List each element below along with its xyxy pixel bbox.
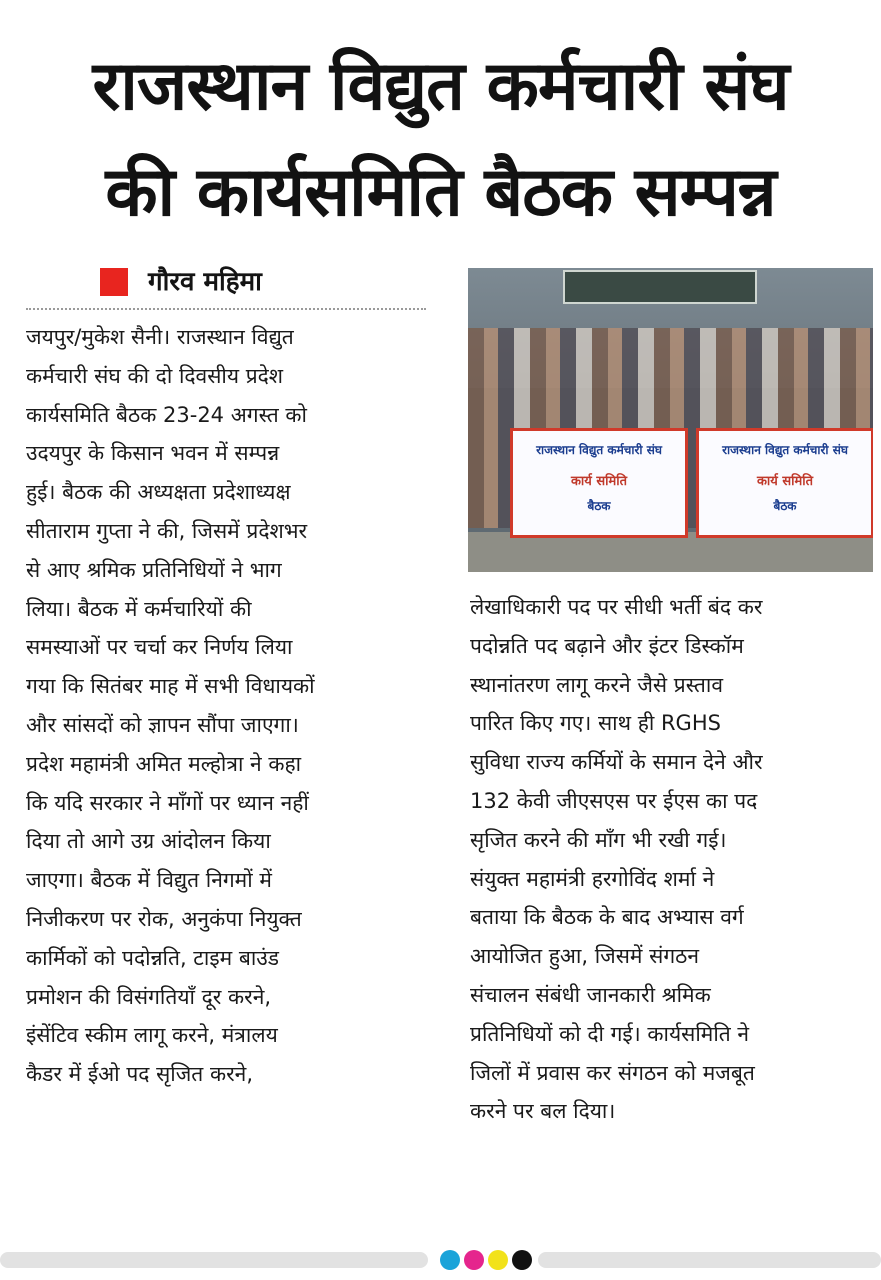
article-line: दिया तो आगे उग्र आंदोलन किया [26,829,271,854]
article-line: हुई। बैठक की अध्यक्षता प्रदेशाध्यक्ष [26,480,291,505]
article-line: जयपुर/मुकेश सैनी। राजस्थान विद्युत [26,325,294,349]
dotted-divider [26,308,426,310]
byline-name: गौरव महिमा [148,267,262,297]
article-line: उदयपुर के किसान भवन में सम्पन्न [26,441,280,466]
article-column-left [26,318,430,1094]
article-line: कर्मचारी संघ की दो दिवसीय प्रदेश [26,363,284,388]
byline [100,262,262,302]
group-photo [468,268,873,572]
article-line: जाएगा। बैठक में विद्युत निगमों में [26,868,272,893]
article-line: और सांसदों को ज्ञापन सौंपा जाएगा। [26,712,299,737]
article-line: पारित किए गए। साथ ही RGHS [470,711,721,736]
photo-building-sign [563,270,757,304]
article-line: 132 केवी जीएसएस पर ईएस का पद [470,788,758,813]
article-line: प्रमोशन की विसंगतियाँ दूर करने, [26,984,272,1009]
page-dot-magenta [464,1250,484,1270]
article-line: कि यदि सरकार ने माँगों पर ध्यान नहीं [26,790,309,815]
article-column-right [470,588,870,1131]
article-line: आयोजित हुआ, जिसमें संगठन [470,944,700,969]
article-line: लेखाधिकारी पद पर सीधी भर्ती बंद कर [470,595,763,619]
banner-title: राजस्थान विद्युत कर्मचारी संघ [722,443,848,457]
headline-line-1: राजस्थान विद्युत कर्मचारी संघ [92,47,789,126]
article-line: बताया कि बैठक के बाद अभ्यास वर्ग [470,905,744,930]
article-line: लिया। बैठक में कर्मचारियों की [26,596,252,621]
article-line: इंसेंटिव स्कीम लागू करने, मंत्रालय [26,1023,278,1048]
article-line: निजीकरण पर रोक, अनुकंपा नियुक्त [26,906,302,931]
article-line: कार्यसमिति बैठक 23-24 अगस्त को [26,402,307,427]
article-line: संचालन संबंधी जानकारी श्रमिक [470,982,711,1007]
footer-bar-right [538,1252,881,1268]
article-line: कार्मिकों को पदोन्नति, टाइम बाउंड [26,945,280,970]
page-dot-yellow [488,1250,508,1270]
article-line: पदोन्नति पद बढ़ाने और इंटर डिस्कॉम [470,633,744,658]
article-line: करने पर बल दिया। [470,1099,616,1124]
article-line: सुविधा राज्य कर्मियों के समान देने और [470,750,763,775]
banner-subtitle: कार्य समिति [570,474,628,489]
photo-banner-right [696,428,873,538]
banner-subtitle: कार्य समिति [756,474,814,489]
page-dot-cyan [440,1250,460,1270]
article-line: सृजित करने की माँग भी रखी गई। [470,827,727,852]
banner-meeting: बैठक [773,499,797,513]
article-line: सीताराम गुप्ता ने की, जिसमें प्रदेशभर [26,518,308,543]
article-line: समस्याओं पर चर्चा कर निर्णय लिया [26,635,293,660]
article-line: संयुक्त महामंत्री हरगोविंद शर्मा ने [470,866,715,891]
article-line: गया कि सितंबर माह में सभी विधायकों [26,674,315,699]
article-line: कैडर में ईओ पद सृजित करने, [26,1062,253,1087]
banner-meeting: बैठक [587,499,611,513]
photo-banner-left [510,428,688,538]
red-square-icon [100,268,128,296]
article-line: प्रतिनिधियों को दी गई। कार्यसमिति ने [470,1021,750,1046]
banner-title: राजस्थान विद्युत कर्मचारी संघ [536,443,662,457]
article-line: जिलों में प्रवास कर संगठन को मजबूत [470,1060,755,1085]
photo-ground [468,532,873,572]
article-line: से आए श्रमिक प्रतिनिधियों ने भाग [26,557,282,582]
page-dot-black [512,1250,532,1270]
footer-bar-left [0,1252,428,1268]
article-line: प्रदेश महामंत्री अमित मल्होत्रा ने कहा [26,751,302,776]
article-line: स्थानांतरण लागू करने जैसे प्रस्ताव [470,672,723,697]
headline-line-2: की कार्यसमिति बैठक सम्पन्न [105,153,776,232]
